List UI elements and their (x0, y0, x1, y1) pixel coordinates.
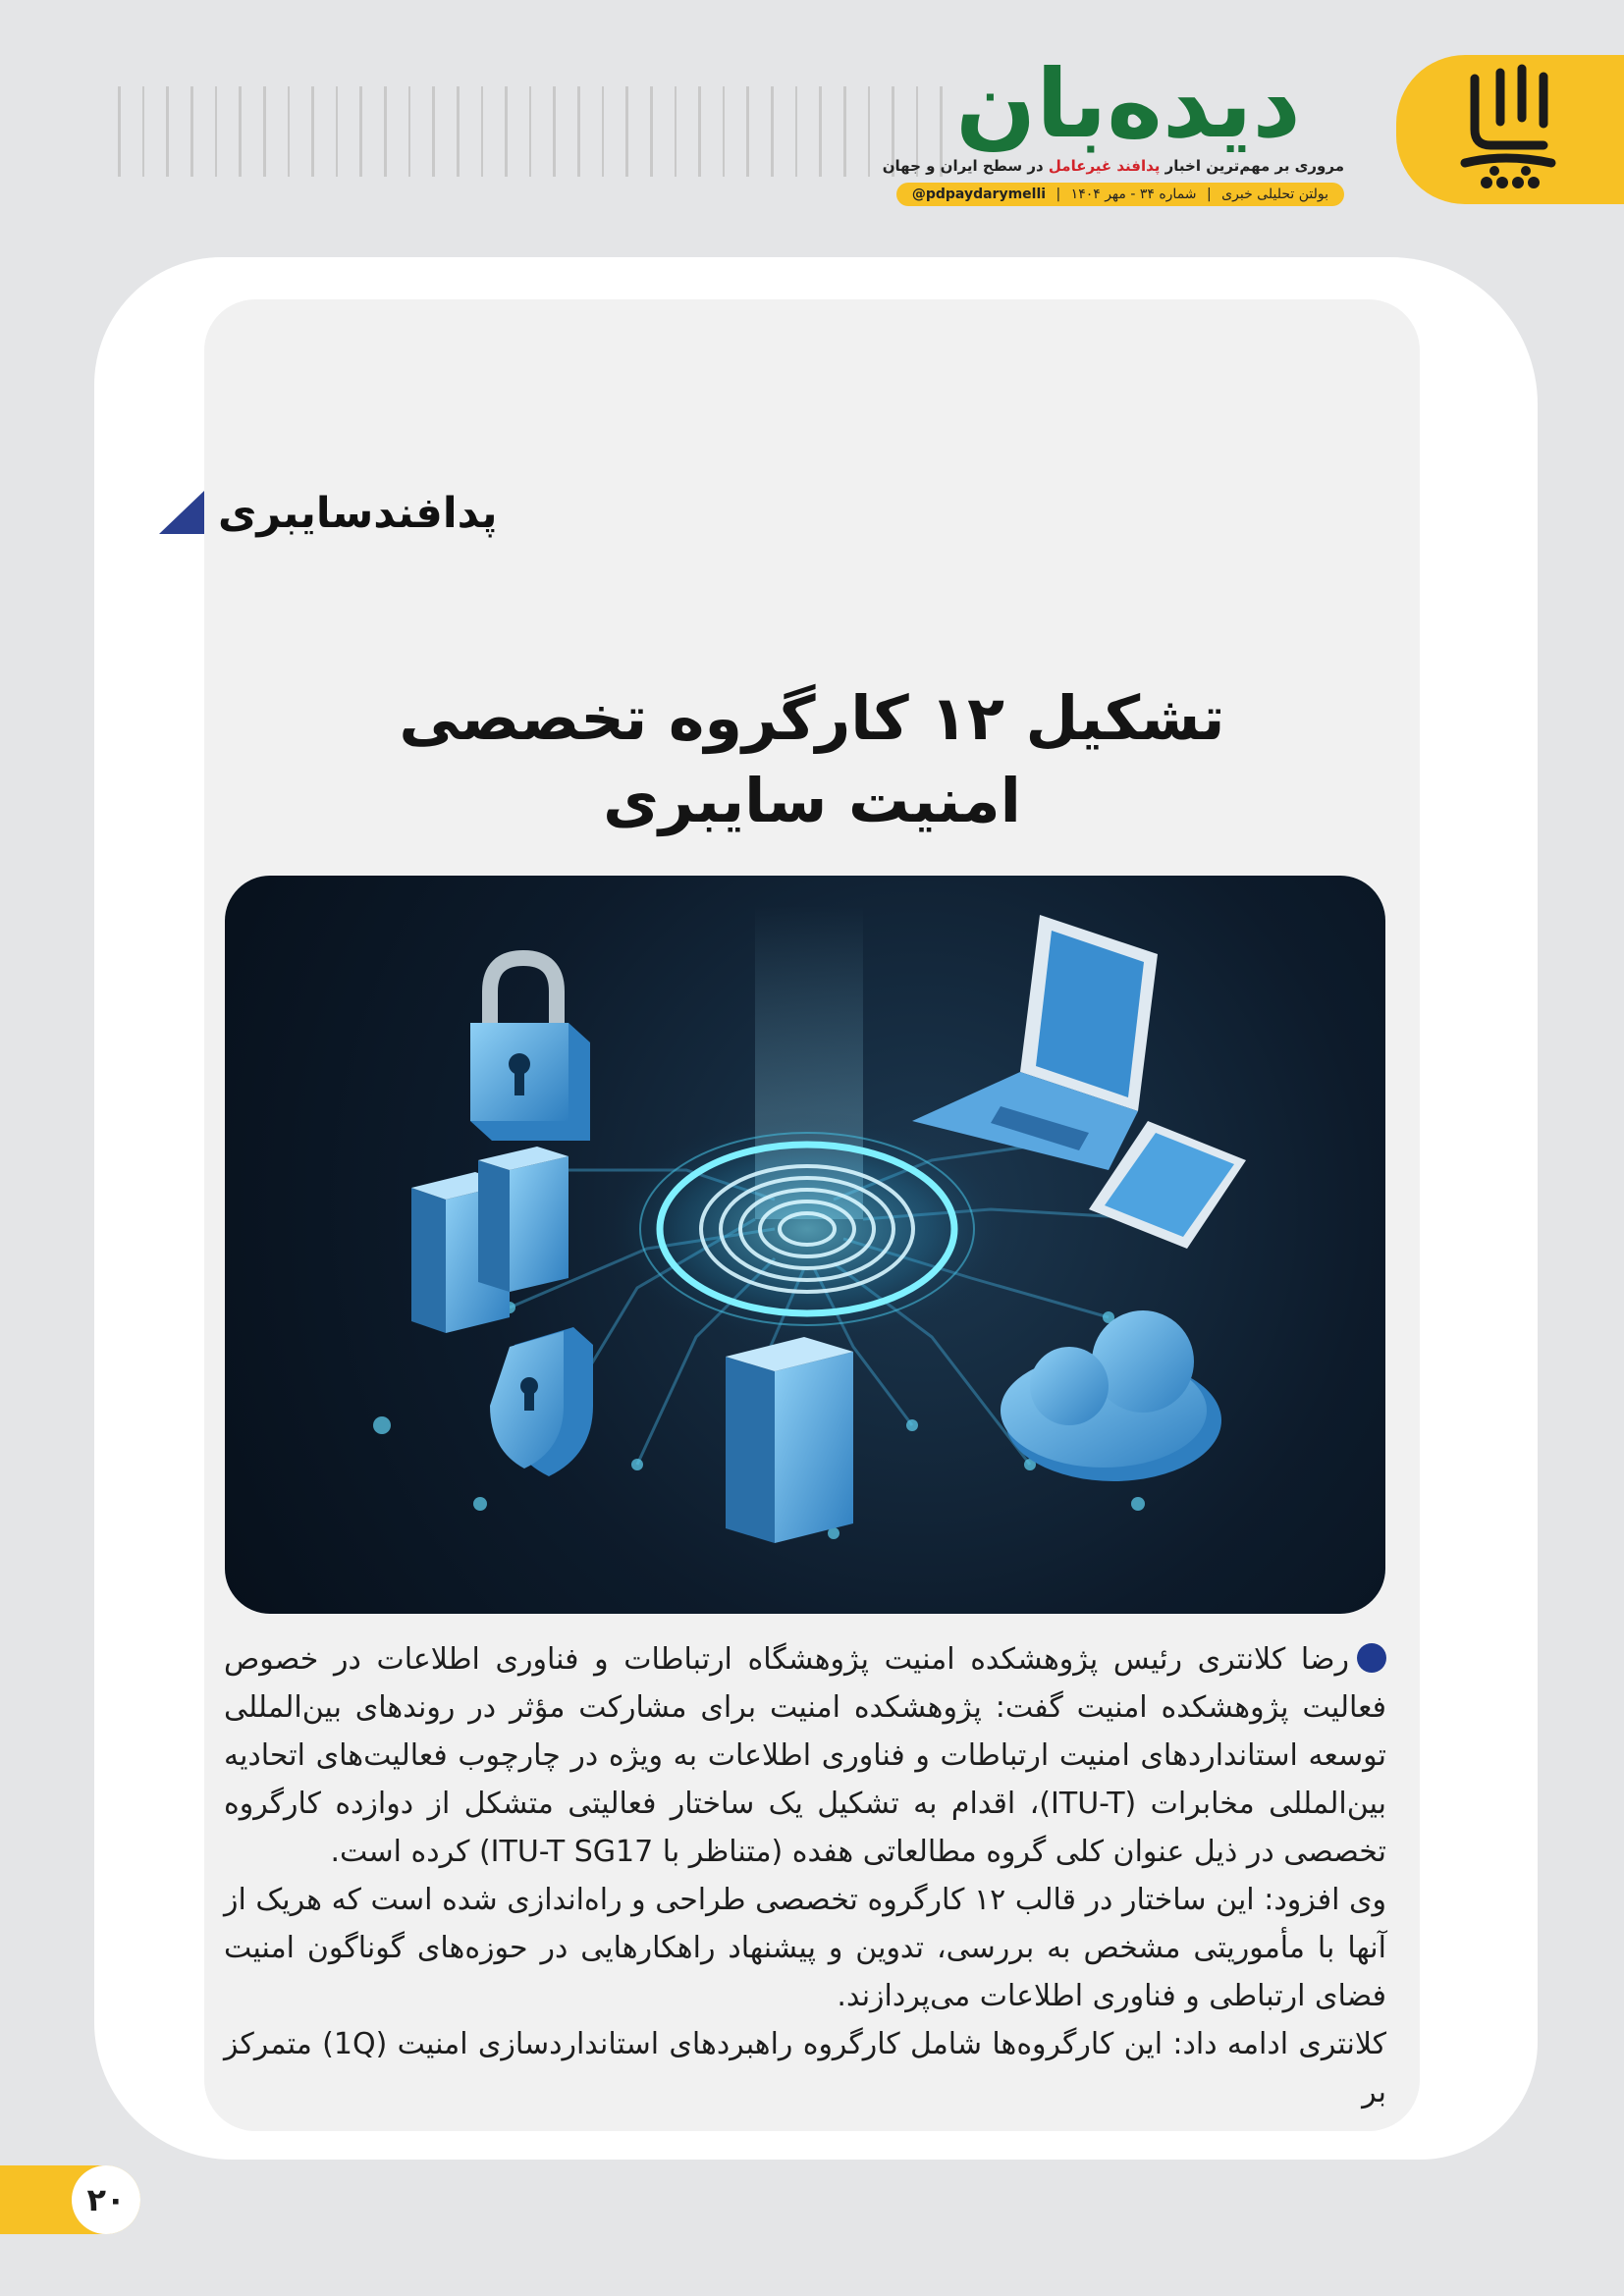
masthead (882, 49, 1344, 208)
publication-logo: دیده‌بان (955, 49, 1301, 159)
article-headline (204, 677, 1420, 842)
article-paragraph-2: وی افزود: این ساختار در قالب ۱۲ کارگروه تخصصی طراحی و راه‌اندازی شده است که هریک از آنها با مأموریتی مشخص به بررسی، تدوین و پیشنهاد راهکارهایی در حوزه‌های گوناگون امنیت فضای ارتباطی و فناوری اطلاعات می‌پردازند. (224, 1883, 1386, 2013)
cloud-icon (1001, 1310, 1221, 1481)
tagline-part2: در سطح ایران و جهان (882, 157, 1044, 175)
bullet-dot-icon (1357, 1643, 1386, 1673)
brand-badge (1396, 55, 1624, 204)
center-server-icon (726, 1337, 853, 1543)
shield-icon (490, 1327, 593, 1476)
paragraph-1-text: رضا کلانتری رئیس پژوهشکده امنیت پژوهشگاه ارتباطات و فناوری اطلاعات در خصوص فعالیت پژوهشکده امنیت گفت: پژوهشکده امنیت برای مشارکت مؤثر در روندهای بین‌المللی توسعه استانداردهای امنیت ارتباطات و فناوری اطلاعات به ویژه در چارچوب فعالیت‌های اتحادیه بین‌المللی مخابرات (ITU-T)، اقدام به تشکیل یک ساختار فعالیتی متشکل از دوازده کارگروه تخصصی در ذیل عنوان کلی گروه مطالعاتی هفده (متناظر با ITU-T SG17) کرده است. (224, 1642, 1386, 1869)
page-number-tab (0, 2165, 140, 2234)
article-paragraph-1 (224, 1635, 1386, 1876)
section-triangle-icon (157, 489, 206, 536)
publication-tagline (882, 157, 1344, 175)
headline-line-2: امنیت سایبری (603, 765, 1021, 836)
decorative-stripes (118, 86, 943, 177)
fingerprint-icon (596, 1111, 1018, 1347)
tagline-part1: مروری بر مهم‌ترین اخبار (1164, 157, 1344, 175)
issue-info-pill: بولتن تحلیلی خبری | شماره ۳۴ - مهر ۱۴۰۴ | @pdpaydarymelli (896, 183, 1344, 206)
padlock-icon (470, 958, 590, 1141)
headline-line-1: تشکیل ۱۲ کارگروه تخصصی (399, 682, 1225, 754)
article-body (224, 1635, 1386, 2116)
calligraphy-logo-icon (1435, 61, 1583, 198)
server-icon (411, 1147, 568, 1333)
section-title: پدافندسایبری (218, 489, 498, 538)
tagline-highlight: پدافند غیرعامل (1048, 157, 1161, 175)
masthead-bar (0, 0, 1624, 226)
issue-number: شماره ۳۴ - مهر ۱۴۰۴ (1070, 187, 1197, 202)
laptop-icon (912, 915, 1158, 1170)
page-number: ۲۰ (72, 2165, 140, 2234)
article-paragraph-3: کلانتری ادامه داد: این کارگروه‌ها شامل کارگروه راهبردهای استانداردسازی امنیت (1Q) متمرکز بر (224, 2027, 1387, 2109)
bulletin-type: بولتن تحلیلی خبری (1221, 187, 1328, 202)
hero-illustration (225, 876, 1385, 1614)
social-handle: @pdpaydarymelli (911, 187, 1047, 202)
